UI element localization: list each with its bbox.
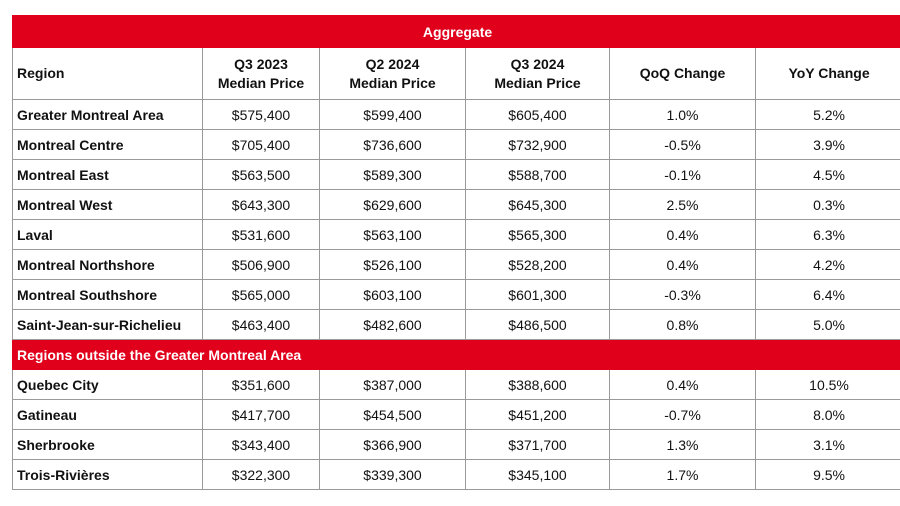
cell-q3-2023: $351,600 xyxy=(203,370,320,400)
cell-q3-2024: $601,300 xyxy=(466,280,610,310)
title-banner xyxy=(13,16,900,48)
cell-q2-2024: $629,600 xyxy=(320,190,466,220)
cell-q3-2023: $343,400 xyxy=(203,430,320,460)
cell-region: Laval xyxy=(13,220,203,250)
section-banner xyxy=(13,340,900,370)
table-row xyxy=(13,220,900,250)
cell-qoq-change: -0.5% xyxy=(610,130,756,160)
cell-region: Montreal East xyxy=(13,160,203,190)
cell-region: Gatineau xyxy=(13,400,203,430)
cell-q3-2023: $463,400 xyxy=(203,310,320,340)
cell-yoy-change: 4.2% xyxy=(756,250,900,280)
cell-q3-2023: $565,000 xyxy=(203,280,320,310)
cell-q3-2023: $575,400 xyxy=(203,100,320,130)
cell-qoq-change: -0.3% xyxy=(610,280,756,310)
cell-q3-2024: $565,300 xyxy=(466,220,610,250)
column-header-region: Region xyxy=(13,48,203,100)
cell-q2-2024: $526,100 xyxy=(320,250,466,280)
cell-qoq-change: 2.5% xyxy=(610,190,756,220)
cell-q3-2024: $588,700 xyxy=(466,160,610,190)
cell-region: Quebec City xyxy=(13,370,203,400)
cell-q3-2024: $605,400 xyxy=(466,100,610,130)
cell-q3-2023: $563,500 xyxy=(203,160,320,190)
cell-yoy-change: 10.5% xyxy=(756,370,900,400)
cell-qoq-change: 0.4% xyxy=(610,370,756,400)
cell-region: Montreal Southshore xyxy=(13,280,203,310)
table-row xyxy=(13,430,900,460)
table-row xyxy=(13,160,900,190)
cell-qoq-change: 1.3% xyxy=(610,430,756,460)
cell-q3-2024: $528,200 xyxy=(466,250,610,280)
cell-qoq-change: 0.4% xyxy=(610,220,756,250)
cell-q3-2024: $732,900 xyxy=(466,130,610,160)
cell-yoy-change: 6.3% xyxy=(756,220,900,250)
cell-region: Montreal Centre xyxy=(13,130,203,160)
cell-yoy-change: 3.1% xyxy=(756,430,900,460)
table-row xyxy=(13,310,900,340)
price-table xyxy=(12,15,900,490)
table-row xyxy=(13,190,900,220)
cell-region: Montreal Northshore xyxy=(13,250,203,280)
cell-qoq-change: 0.8% xyxy=(610,310,756,340)
cell-qoq-change: 1.7% xyxy=(610,460,756,490)
cell-qoq-change: -0.7% xyxy=(610,400,756,430)
cell-q2-2024: $599,400 xyxy=(320,100,466,130)
cell-q2-2024: $603,100 xyxy=(320,280,466,310)
table-row xyxy=(13,370,900,400)
column-header-yoy: YoY Change xyxy=(756,48,900,100)
cell-q3-2024: $345,100 xyxy=(466,460,610,490)
cell-q2-2024: $482,600 xyxy=(320,310,466,340)
cell-yoy-change: 5.0% xyxy=(756,310,900,340)
cell-yoy-change: 8.0% xyxy=(756,400,900,430)
cell-qoq-change: 0.4% xyxy=(610,250,756,280)
cell-q2-2024: $366,900 xyxy=(320,430,466,460)
cell-yoy-change: 0.3% xyxy=(756,190,900,220)
cell-yoy-change: 5.2% xyxy=(756,100,900,130)
header-row xyxy=(13,48,900,100)
table-row xyxy=(13,280,900,310)
column-header-q3-2023: Q3 2023 Median Price xyxy=(203,48,320,100)
cell-q3-2024: $451,200 xyxy=(466,400,610,430)
cell-q3-2024: $388,600 xyxy=(466,370,610,400)
column-header-qoq: QoQ Change xyxy=(610,48,756,100)
column-header-q2-2024: Q2 2024 Median Price xyxy=(320,48,466,100)
cell-q2-2024: $589,300 xyxy=(320,160,466,190)
section-label: Regions outside the Greater Montreal Area xyxy=(13,340,900,370)
cell-q2-2024: $563,100 xyxy=(320,220,466,250)
cell-q2-2024: $339,300 xyxy=(320,460,466,490)
table-row xyxy=(13,100,900,130)
cell-q3-2023: $531,600 xyxy=(203,220,320,250)
cell-q3-2023: $506,900 xyxy=(203,250,320,280)
cell-qoq-change: -0.1% xyxy=(610,160,756,190)
table-title: Aggregate xyxy=(13,16,900,48)
cell-q3-2023: $643,300 xyxy=(203,190,320,220)
table-row xyxy=(13,250,900,280)
cell-region: Saint-Jean-sur-Richelieu xyxy=(13,310,203,340)
cell-q3-2024: $371,700 xyxy=(466,430,610,460)
cell-region: Greater Montreal Area xyxy=(13,100,203,130)
table-row xyxy=(13,130,900,160)
cell-yoy-change: 6.4% xyxy=(756,280,900,310)
cell-yoy-change: 4.5% xyxy=(756,160,900,190)
cell-q3-2023: $705,400 xyxy=(203,130,320,160)
cell-q3-2023: $417,700 xyxy=(203,400,320,430)
cell-region: Montreal West xyxy=(13,190,203,220)
table-row xyxy=(13,460,900,490)
cell-q2-2024: $387,000 xyxy=(320,370,466,400)
table-row xyxy=(13,400,900,430)
cell-yoy-change: 9.5% xyxy=(756,460,900,490)
cell-q3-2024: $645,300 xyxy=(466,190,610,220)
column-header-q3-2024: Q3 2024 Median Price xyxy=(466,48,610,100)
cell-region: Trois-Rivières xyxy=(13,460,203,490)
cell-q3-2024: $486,500 xyxy=(466,310,610,340)
cell-q2-2024: $736,600 xyxy=(320,130,466,160)
cell-region: Sherbrooke xyxy=(13,430,203,460)
cell-qoq-change: 1.0% xyxy=(610,100,756,130)
cell-q2-2024: $454,500 xyxy=(320,400,466,430)
cell-yoy-change: 3.9% xyxy=(756,130,900,160)
cell-q3-2023: $322,300 xyxy=(203,460,320,490)
